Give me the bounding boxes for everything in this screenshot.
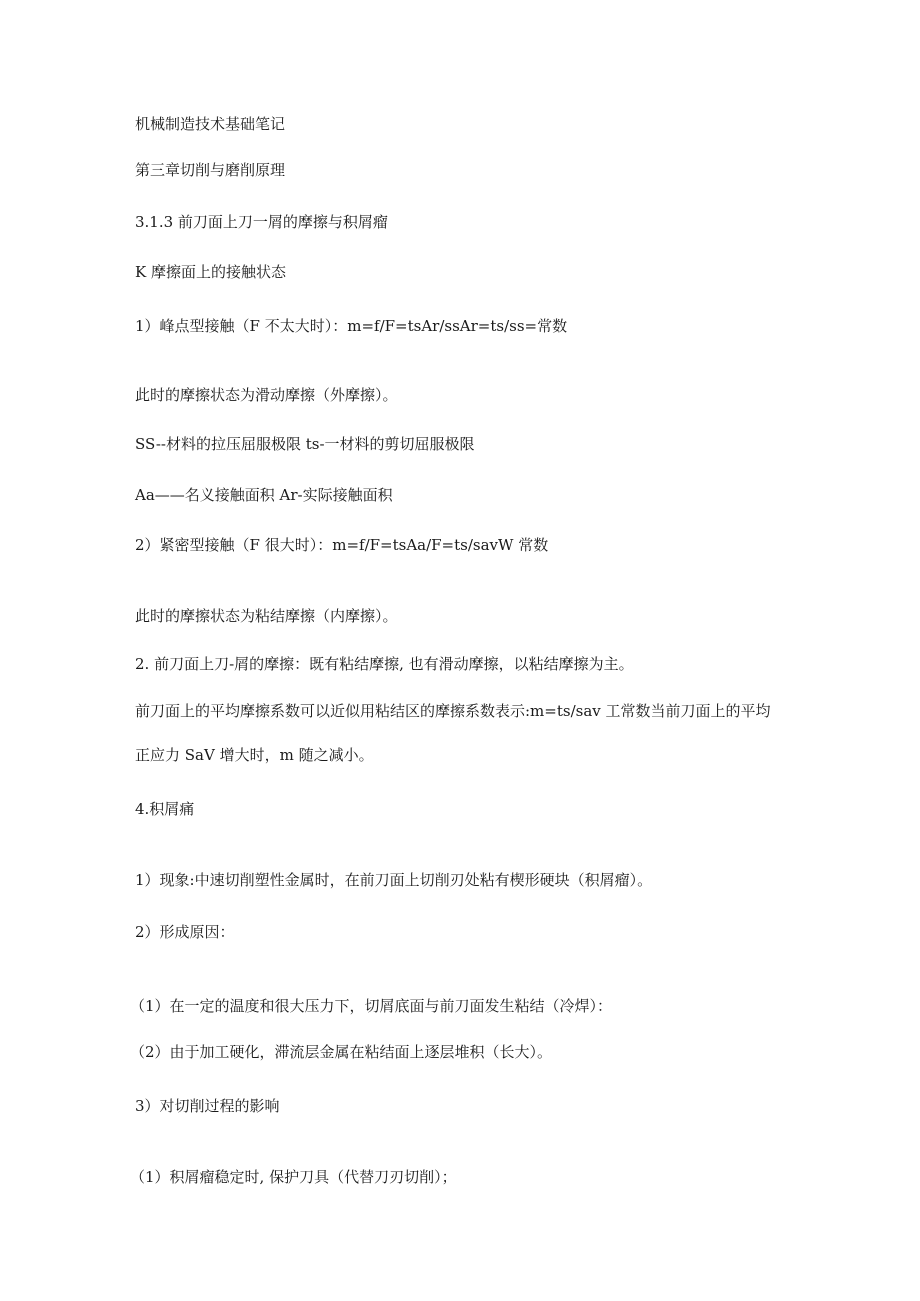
text-line: 此时的摩擦状态为粘结摩擦（内摩擦）。 bbox=[135, 607, 398, 625]
text-line: K 摩擦面上的接触状态 bbox=[135, 263, 286, 281]
text-line: 3）对切削过程的影响 bbox=[135, 1097, 280, 1115]
text-line: 前刀面上的平均摩擦系数可以近似用粘结区的摩擦系数表示:m=ts/sav 工常数当前刀面上的平均 bbox=[135, 702, 771, 720]
text-line: 正应力 SaV 增大时，m 随之减小。 bbox=[135, 746, 374, 764]
document-title: 机械制造技术基础笔记 bbox=[135, 115, 286, 133]
chapter-heading: 第三章切削与磨削原理 bbox=[135, 161, 286, 179]
text-line: SS--材料的拉压屈服极限 ts-一材料的剪切屈服极限 bbox=[135, 435, 475, 453]
text-line: Aa——名义接触面积 Ar-实际接触面积 bbox=[135, 486, 393, 504]
text-line: （1）积屑瘤稳定时, 保护刀具（代替刀刃切削）； bbox=[130, 1168, 457, 1186]
section-heading: 3.1.3 前刀面上刀一屑的摩擦与积屑瘤 bbox=[135, 213, 388, 231]
text-line: 此时的摩擦状态为滑动摩擦（外摩擦）。 bbox=[135, 386, 398, 404]
text-line: 1）峰点型接触（F 不太大时）：m=f/F=tsAr/ssAr=ts/ss=常数 bbox=[135, 317, 568, 335]
text-line: 1）现象:中速切削塑性金属时，在前刀面上切削刃处粘有楔形硬块（积屑瘤）。 bbox=[135, 871, 653, 889]
text-line: 2）形成原因： bbox=[135, 923, 235, 941]
text-line: 2. 前刀面上刀-屑的摩擦：既有粘结摩擦, 也有滑动摩擦，以粘结摩擦为主。 bbox=[135, 655, 634, 673]
text-line: （2）由于加工硬化，滞流层金属在粘结面上逐层堆积（长大）。 bbox=[130, 1043, 553, 1061]
text-line: （1）在一定的温度和很大压力下，切屑底面与前刀面发生粘结（冷焊）： bbox=[130, 997, 613, 1015]
text-line: 2）紧密型接触（F 很大时）：m=f/F=tsAa/F=ts/savW 常数 bbox=[135, 536, 549, 554]
text-line: 4.积屑痛 bbox=[135, 800, 195, 818]
